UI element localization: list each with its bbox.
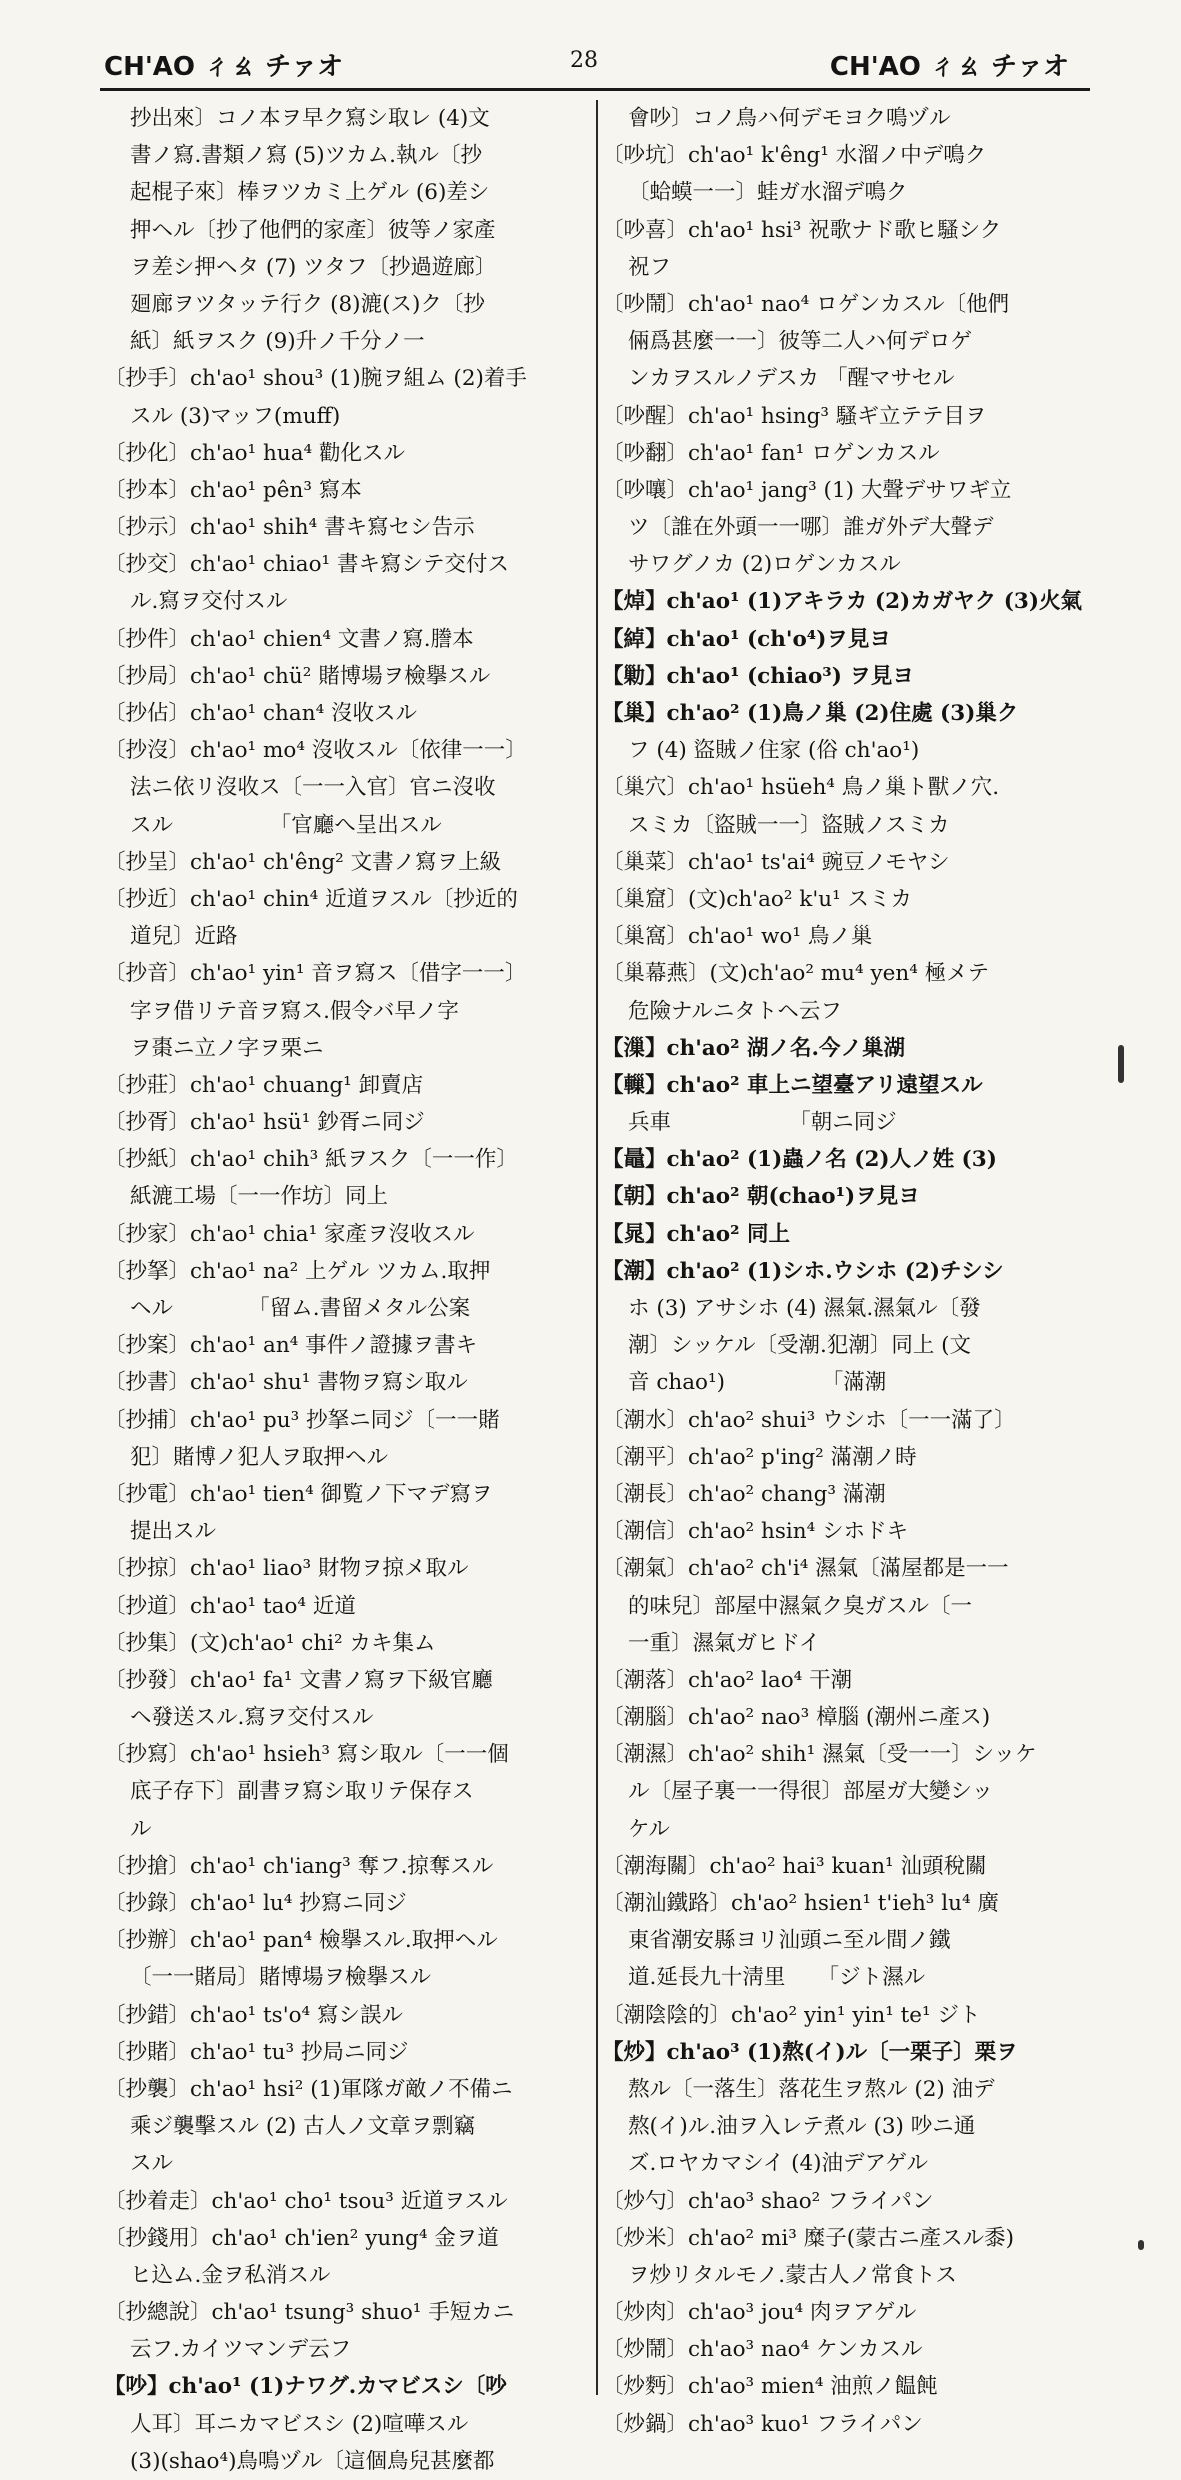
dictionary-entry-line: 〔抄辦〕ch'ao¹ pan⁴ 檢擧スル.取押ヘル bbox=[104, 1928, 498, 1954]
dictionary-entry-line: 〔抄集〕(文)ch'ao¹ chi² カキ集ム bbox=[104, 1630, 436, 1656]
dictionary-entry-line: 〔抄手〕ch'ao¹ shou³ (1)腕ヲ組ム (2)着手 bbox=[104, 366, 527, 392]
dictionary-entry-line: 〔潮汕鐵路〕ch'ao² hsien¹ t'ieh³ lu⁴ 廣 bbox=[602, 1891, 999, 1916]
entry-continuation-line: 紙漉工場〔一一作坊〕同上 bbox=[130, 1184, 389, 1210]
entry-continuation-line: スミカ〔盜賊一一〕盜賊ノスミカ bbox=[628, 812, 950, 838]
entry-continuation-line: 東省潮安縣ヨリ汕頭ニ至ル間ノ鐵 bbox=[628, 1928, 951, 1954]
dictionary-entry-line: 【轈】ch'ao² 車上ニ望臺アリ遠望スル bbox=[602, 1072, 983, 1098]
dictionary-entry-line: 〔抄沒〕ch'ao¹ mo⁴ 沒收スル〔依律一一〕 bbox=[104, 738, 527, 764]
dictionary-entry-line: 〔吵鬧〕ch'ao¹ nao⁴ ロゲンカスル〔他們 bbox=[602, 291, 1010, 317]
dictionary-entry-line: 【綽】ch'ao¹ (ch'o⁴)ヲ見ヨ bbox=[602, 626, 891, 652]
entry-continuation-line: ンカヲスルノデスカ 「醒マサセル bbox=[628, 366, 955, 392]
dictionary-entry-line: 〔炒鬧〕ch'ao³ nao⁴ ケンカスル bbox=[602, 2337, 923, 2363]
dictionary-entry-line: 〔潮氣〕ch'ao² ch'i⁴ 濕氣〔滿屋都是一一 bbox=[602, 1556, 1009, 1582]
dictionary-entry-line: 【朝】ch'ao² 朝(chao¹)ヲ見ヨ bbox=[602, 1184, 920, 1210]
dictionary-entry-line: 〔抄佔〕ch'ao¹ chan⁴ 沒收スル bbox=[104, 701, 418, 726]
dictionary-entry-line: 〔炒鍋〕ch'ao³ kuo¹ フライパン bbox=[602, 2411, 923, 2437]
dictionary-entry-line: 〔潮海關〕ch'ao² hai³ kuan¹ 汕頭稅關 bbox=[602, 1853, 987, 1879]
entry-continuation-line: 人耳〕耳ニカマビスシ (2)喧嘩スル bbox=[130, 2411, 469, 2437]
entry-continuation-line: スル 「官廳へ呈出スル bbox=[130, 812, 442, 838]
dictionary-entry-line: 【巢】ch'ao² (1)鳥ノ巢 (2)住處 (3)巢ク bbox=[602, 701, 1019, 726]
dictionary-entry-line: 【鼂】ch'ao² (1)蟲ノ名 (2)人ノ姓 (3) bbox=[602, 1147, 997, 1173]
margin-mark bbox=[1138, 2240, 1144, 2250]
entry-continuation-line: スル (3)マッフ(muff) bbox=[130, 403, 341, 429]
entry-continuation-line: サワグノカ (2)ロゲンカスル bbox=[628, 552, 901, 578]
dictionary-entry-line: 〔抄發〕ch'ao¹ fa¹ 文書ノ寫ヲ下級官廳 bbox=[104, 1667, 493, 1693]
entry-continuation-line: 廻廊ヲツタッテ行ク (8)漉(ス)ク〔抄 bbox=[130, 291, 485, 317]
entry-continuation-line: 祝フ bbox=[628, 254, 672, 280]
entry-continuation-line: 云フ.カイツマンデ云フ bbox=[130, 2337, 352, 2363]
dictionary-entry-line: 〔抄總說〕ch'ao¹ tsung³ shuo¹ 手短カニ bbox=[104, 2300, 515, 2326]
dictionary-entry-line: 〔抄件〕ch'ao¹ chien⁴ 文書ノ寫.謄本 bbox=[104, 626, 474, 652]
dictionary-entry-line: 〔巢穴〕ch'ao¹ hsüeh⁴ 鳥ノ巢ト獸ノ穴. bbox=[602, 775, 1000, 801]
entry-continuation-line: スル bbox=[130, 2151, 174, 2177]
dictionary-entry-line: 〔巢幕燕〕(文)ch'ao² mu⁴ yen⁴ 極メテ bbox=[602, 961, 990, 987]
dictionary-entry-line: 〔抄電〕ch'ao¹ tien⁴ 御覧ノ下マデ寫ヲ bbox=[104, 1481, 493, 1507]
dictionary-entry-line: 〔抄案〕ch'ao¹ an⁴ 事件ノ證據ヲ書キ bbox=[104, 1333, 478, 1359]
dictionary-entry-line: 〔炒肉〕ch'ao³ jou⁴ 肉ヲアゲル bbox=[602, 2300, 917, 2326]
dictionary-entry-line: 〔抄局〕ch'ao¹ chü² 賭博場ヲ檢擧スル bbox=[104, 663, 491, 689]
dictionary-entry-line: 〔抄掠〕ch'ao¹ liao³ 財物ヲ掠メ取ル bbox=[104, 1556, 469, 1582]
entry-continuation-line: 底子存下〕副書ヲ寫シ取リテ保存ス bbox=[130, 1779, 474, 1805]
dictionary-entry-line: 〔吵坑〕ch'ao¹ k'êng¹ 水溜ノ中デ鳴ク bbox=[602, 143, 987, 169]
dictionary-entry-line: 〔抄捕〕ch'ao¹ pu³ 抄拏ニ同ジ〔一一賭 bbox=[104, 1407, 500, 1433]
dictionary-entry-line: 〔炒麪〕ch'ao³ mien⁴ 油煎ノ饂飩 bbox=[602, 2374, 938, 2400]
dictionary-entry-line: 【晁】ch'ao² 同上 bbox=[602, 1221, 790, 1247]
dictionary-entry-line: 〔抄搶〕ch'ao¹ ch'iang³ 奪フ.掠奪スル bbox=[104, 1853, 494, 1879]
entry-continuation-line: フ (4) 盜賊ノ住家 (俗 ch'ao¹) bbox=[628, 738, 920, 764]
page-header bbox=[0, 0, 1181, 95]
entry-continuation-line: ヲ炒リタルモノ.蒙古人ノ常食トス bbox=[628, 2262, 957, 2288]
left-column bbox=[104, 100, 592, 2474]
entry-continuation-line: 的味兒〕部屋中濕氣ク臭ガスル〔一 bbox=[628, 1593, 973, 1619]
dictionary-entry-line: 〔抄家〕ch'ao¹ chia¹ 家產ヲ沒收スル bbox=[104, 1221, 475, 1247]
dictionary-entry-line: 〔潮平〕ch'ao² p'ing² 滿潮ノ時 bbox=[602, 1444, 917, 1470]
entry-continuation-line: ル bbox=[130, 1816, 152, 1842]
entry-continuation-line: 押ヘル〔抄了他們的家產〕彼等ノ家產 bbox=[130, 217, 496, 243]
dictionary-entry-line: 【焯】ch'ao¹ (1)アキラカ (2)カガヤク (3)火氣 bbox=[602, 589, 1083, 615]
entry-continuation-line: 音 chao¹) 「滿潮 bbox=[628, 1370, 887, 1396]
entry-continuation-line: ズ.ロヤカマシイ (4)油デアゲル bbox=[628, 2151, 928, 2177]
dictionary-entry-line: 〔抄錢用〕ch'ao¹ ch'ien² yung⁴ 金ヲ道 bbox=[104, 2225, 499, 2251]
dictionary-entry-line: 【吵】ch'ao¹ (1)ナワグ.カマビスシ〔吵 bbox=[104, 2374, 507, 2400]
entry-continuation-line: 書ノ寫.書類ノ寫 (5)ツカム.執ル〔抄 bbox=[130, 143, 482, 169]
dictionary-entry-line: 〔抄胥〕ch'ao¹ hsü¹ 鈔胥ニ同ジ bbox=[104, 1110, 425, 1136]
entry-continuation-line: 〔蛤蟆一一〕蛙ガ水溜デ鳴ク bbox=[628, 180, 908, 206]
dictionary-entry-line: 〔抄拏〕ch'ao¹ na² 上ゲル ツカム.取押 bbox=[104, 1258, 491, 1284]
entry-continuation-line: (3)(shao⁴)鳥鳴ヅル〔這個鳥兒甚麼都 bbox=[130, 2448, 495, 2474]
dictionary-entry-line: 【漅】ch'ao² 湖ノ名.今ノ巢湖 bbox=[602, 1035, 905, 1061]
entry-continuation-line: ヲ棗ニ立ノ字ヲ栗ニ bbox=[130, 1035, 324, 1061]
dictionary-entry-line: 〔抄寫〕ch'ao¹ hsieh³ 寫シ取ル〔一一個 bbox=[104, 1742, 509, 1768]
entry-continuation-line: 紙〕紙ヲスク (9)升ノ千分ノ一 bbox=[130, 329, 425, 355]
dictionary-entry-line: 〔潮長〕ch'ao² chang³ 滿潮 bbox=[602, 1481, 886, 1507]
entry-continuation-line: ル〔屋子裏一一得很〕部屋ガ大變シッ bbox=[628, 1779, 994, 1805]
entry-continuation-line: ヒ込ム.金ヲ私消スル bbox=[130, 2262, 331, 2288]
entry-continuation-line: 兵車 「朝ニ同ジ bbox=[628, 1110, 897, 1136]
right-column bbox=[602, 100, 1090, 2437]
dictionary-entry-line: 〔潮陰陰的〕ch'ao² yin¹ yin¹ te¹ ジト bbox=[602, 2002, 981, 2028]
dictionary-entry-line: 【潮】ch'ao² (1)シホ.ウシホ (2)チシシ bbox=[602, 1258, 1004, 1284]
dictionary-entry-line: 【炒】ch'ao³ (1)熬(イ)ル〔一栗子〕栗ヲ bbox=[602, 2039, 1018, 2065]
dictionary-entry-line: 〔巢窟〕(文)ch'ao² k'u¹ スミカ bbox=[602, 886, 913, 912]
column-divider bbox=[596, 100, 598, 2395]
dictionary-entry-line: 〔潮落〕ch'ao² lao⁴ 干潮 bbox=[602, 1667, 853, 1693]
entry-continuation-line: 犯〕賭博ノ犯人ヲ取押ヘル bbox=[130, 1444, 389, 1470]
dictionary-entry-line: 〔抄化〕ch'ao¹ hua⁴ 勸化スル bbox=[104, 440, 405, 466]
entry-continuation-line: ツ〔誰在外頭一一哪〕誰ガ外デ大聲デ bbox=[628, 515, 994, 541]
entry-continuation-line: 潮〕シッケル〔受潮.犯潮〕同上 (文 bbox=[628, 1333, 972, 1359]
dictionary-entry-line: 〔炒勺〕ch'ao³ shao² フライパン bbox=[602, 2188, 934, 2214]
entry-continuation-line: ホ (3) アサシホ (4) 濕氣.濕氣ル〔發 bbox=[628, 1296, 981, 1321]
dictionary-entry-line: 〔抄示〕ch'ao¹ shih⁴ 書キ寫セシ告示 bbox=[104, 515, 475, 541]
entry-continuation-line: 熬(イ)ル.油ヲ入レテ煮ル (3) 吵ニ通 bbox=[628, 2114, 976, 2140]
dictionary-entry-line: 〔潮腦〕ch'ao² nao³ 樟腦 (潮州ニ產ス) bbox=[602, 1705, 991, 1731]
entry-continuation-line: 道.延長九十淸里 「ジト濕ル bbox=[628, 1965, 926, 1991]
dictionary-entry-line: 〔吵嚷〕ch'ao¹ jang³ (1) 大聲デサワギ立 bbox=[602, 477, 1012, 503]
dictionary-entry-line: 〔抄錄〕ch'ao¹ lu⁴ 抄寫ニ同ジ bbox=[104, 1891, 407, 1916]
dictionary-entry-line: 〔抄莊〕ch'ao¹ chuang¹ 卸賣店 bbox=[104, 1072, 424, 1098]
entry-continuation-line: 一重〕濕氣ガヒドイ bbox=[628, 1630, 821, 1656]
entry-continuation-line: 〔一一賭局〕賭博場ヲ檢擧スル bbox=[130, 1965, 432, 1991]
dictionary-entry-line: 〔抄着走〕ch'ao¹ cho¹ tsou³ 近道ヲスル bbox=[104, 2188, 508, 2214]
dictionary-entry-line: 〔抄賭〕ch'ao¹ tu³ 抄局ニ同ジ bbox=[104, 2039, 409, 2065]
dictionary-entry-line: 〔抄襲〕ch'ao¹ hsi² (1)軍隊ガ敵ノ不備ニ bbox=[104, 2076, 513, 2102]
dictionary-entry-line: 〔潮水〕ch'ao² shui³ ウシホ〔一一滿了〕 bbox=[602, 1407, 1016, 1433]
entry-continuation-line: 乘ジ襲擊スル (2) 古人ノ文章ヲ剽竊 bbox=[130, 2114, 476, 2140]
dictionary-entry-line: 〔抄書〕ch'ao¹ shu¹ 書物ヲ寫シ取ル bbox=[104, 1370, 468, 1396]
entry-continuation-line: 道兒〕近路 bbox=[130, 924, 238, 950]
dictionary-entry-line: 〔抄呈〕ch'ao¹ ch'êng² 文書ノ寫ヲ上級 bbox=[104, 849, 502, 875]
entry-continuation-line: 提出スル bbox=[130, 1519, 217, 1545]
dictionary-entry-line: 〔抄紙〕ch'ao¹ chih³ 紙ヲスク〔一一作〕 bbox=[104, 1147, 518, 1173]
dictionary-entry-line: 〔潮濕〕ch'ao² shih¹ 濕氣〔受一一〕シッケ bbox=[602, 1742, 1037, 1768]
entry-continuation-line: 法ニ依リ沒收ス〔一一入官〕官ニ沒收 bbox=[130, 775, 496, 801]
entry-continuation-line: 危險ナルニタトヘ云フ bbox=[628, 998, 842, 1024]
entry-continuation-line: ヘ發送スル.寫ヲ交付スル bbox=[130, 1705, 374, 1731]
dictionary-entry-line: 〔潮信〕ch'ao² hsin⁴ シホドキ bbox=[602, 1519, 909, 1545]
dictionary-entry-line: 〔抄近〕ch'ao¹ chin⁴ 近道ヲスル〔抄近的 bbox=[104, 886, 518, 912]
dictionary-entry-line: 〔吵醒〕ch'ao¹ hsing³ 騷ギ立テテ目ヲ bbox=[602, 403, 987, 429]
dictionary-entry-line: 〔炒米〕ch'ao² mi³ 糜子(蒙古ニ產スル黍) bbox=[602, 2225, 1015, 2251]
entry-continuation-line: 熬ル〔一落生〕落花生ヲ熬ル (2) 油デ bbox=[628, 2076, 995, 2102]
entry-continuation-line: ル.寫ヲ交付スル bbox=[130, 589, 288, 615]
dictionary-entry-line: 〔抄道〕ch'ao¹ tao⁴ 近道 bbox=[104, 1593, 356, 1619]
dictionary-entry-line: 〔吵喜〕ch'ao¹ hsi³ 祝歌ナド歌ヒ騷シク bbox=[602, 217, 1002, 243]
dictionary-entry-line: 〔巢菜〕ch'ao¹ ts'ai⁴ 豌豆ノモヤシ bbox=[602, 849, 950, 875]
running-head-right: CH'AO ㄔㄠ チァオ bbox=[829, 52, 1069, 82]
running-head-left: CH'AO ㄔㄠ チァオ bbox=[104, 52, 344, 82]
page-number: 28 bbox=[570, 48, 598, 73]
dictionary-entry-line: 〔吵翻〕ch'ao¹ fan¹ ロゲンカスル bbox=[602, 440, 940, 466]
header-rule bbox=[100, 88, 1090, 91]
dictionary-entry-line: 【勦】ch'ao¹ (chiao³) ヲ見ヨ bbox=[602, 663, 914, 689]
dictionary-entry-line: 〔巢窩〕ch'ao¹ wo¹ 鳥ノ巢 bbox=[602, 924, 873, 950]
dictionary-entry-line: 〔抄音〕ch'ao¹ yin¹ 音ヲ寫ス〔借字一一〕 bbox=[104, 961, 527, 987]
entry-continuation-line: 起棍子來〕棒ヲツカミ上ゲル (6)差シ bbox=[130, 180, 490, 206]
entry-continuation-line: 會吵〕コノ鳥ハ何デモヨク鳴ヅル bbox=[628, 106, 951, 131]
entry-continuation-line: 倆爲甚麼一一〕彼等二人ハ何デロゲ bbox=[628, 329, 973, 355]
dictionary-entry-line: 〔抄本〕ch'ao¹ pên³ 寫本 bbox=[104, 477, 362, 503]
entry-continuation-line: ヲ差シ押ヘタ (7) ツタフ〔抄過遊廊〕 bbox=[130, 254, 497, 280]
entry-continuation-line: 抄出來〕コノ本ヲ早ク寫シ取レ (4)文 bbox=[130, 106, 490, 131]
entry-continuation-line: 字ヲ借リテ音ヲ寫ス.假令バ早ノ字 bbox=[130, 998, 459, 1024]
margin-mark bbox=[1118, 1045, 1124, 1083]
entry-continuation-line: ケル bbox=[628, 1816, 670, 1842]
dictionary-entry-line: 〔抄錯〕ch'ao¹ ts'o⁴ 寫シ誤ル bbox=[104, 2002, 403, 2028]
dictionary-entry-line: 〔抄交〕ch'ao¹ chiao¹ 書キ寫シテ交付ス bbox=[104, 552, 509, 578]
entry-continuation-line: ヘル 「留ム.書留メタル公案 bbox=[130, 1296, 471, 1321]
